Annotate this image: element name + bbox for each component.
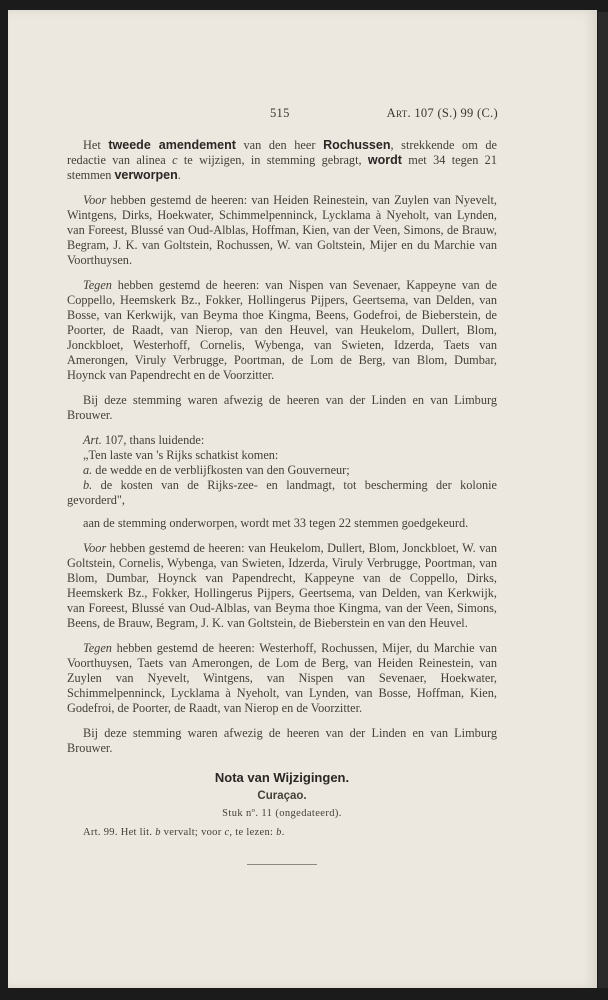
text-run: de kosten van de Rijks-zee- en landmagt, tot bescherming der kolonie gevorderd", — [67, 478, 497, 507]
text-run: 107, thans luidende: — [101, 433, 205, 447]
article-107-item-a — [67, 463, 497, 478]
paragraph-article-107-result: aan de stemming onderworpen, wordt met 33 tegen 22 stemmen goedgekeurd. — [83, 516, 469, 530]
paragraph-tegen-1 — [67, 278, 497, 383]
vote-names: hebben gestemd de heeren: van Heukelom, Dullert, Blom, Jonckbloet, W. van Goltstein, Cornelis, Wybenga, van Swieten, Idzerda, Viruly Verbrugge, Poortman, van Blom, Dumbar, Hoynck van Papendrecht, Kappeyne van de Coppello, Dirks, Heemskerk Bz., Fokker, Hollingerus Pijpers, Geertsema, van Delden, van Kerkwijk, van Foreest, Blussé van Oud-Alblas, van Beyma thoe Kingma, van der Veen, Simons, Beens, de Brauw, Begram, J. K. van Goltstein, de Bieberstein en van den Heuvel. — [67, 541, 497, 630]
vote-names: hebben gestemd de heeren: Westerhoff, Rochussen, Mijer, du Marchie van Voorthuysen, Taets van Amerongen, de Lom de Berg, van Heiden Reinestein, van Zuylen van Nyevelt, Wintgens, van Nispen van Sevenaer, Hoekwater, Schimmelpenninck, Lycklama à Nyeholt, van Lynden, van Bosse, Hoffman, Kien, Godefroi, de Poorter, de Raadt, van Nierop en de Voorzitter. — [67, 641, 497, 715]
paragraph-tegen-2 — [67, 641, 497, 716]
vote-label: Voor — [83, 541, 107, 555]
article-label: Art. — [83, 433, 102, 447]
document-page — [8, 10, 597, 988]
text-run: . — [281, 827, 285, 838]
text-run: Art. 99. Het lit. — [83, 827, 156, 838]
bold-term: tweede amendement — [108, 138, 236, 152]
article-99-note — [67, 825, 497, 840]
text-run: , strekkende om de redactie van alinea — [67, 138, 497, 167]
text-run: met 34 tegen 21 stemmen — [67, 153, 497, 182]
item-letter: a. — [83, 463, 93, 477]
bold-term: wordt — [367, 153, 402, 167]
section-divider — [247, 864, 317, 865]
text-run: vervalt; voor — [160, 827, 225, 838]
vote-label: Voor — [83, 193, 107, 207]
nota-stuk: Stuk nº. 11 (ongedateerd). — [222, 808, 342, 819]
vote-label: Tegen — [83, 278, 112, 292]
article-107-line: „Ten laste van 's Rijks schatkist komen: — [83, 448, 279, 462]
text-run: van den heer — [235, 138, 324, 152]
paragraph-afwezig-2: Bij deze stemming waren afwezig de heeren van der Linden en van Limburg Brouwer. — [67, 726, 497, 755]
vote-label: Tegen — [83, 641, 112, 655]
text-run: . — [177, 168, 181, 182]
text-run: te wijzigen, in stemming gebragt, — [177, 153, 368, 167]
text-run: de wedde en de verblijfkosten van den Gouverneur; — [92, 463, 350, 477]
vote-names: hebben gestemd de heeren: van Nispen van Sevenaer, Kappeyne van de Coppello, Heemskerk Bz., Fokker, Hollingerus Pijpers, Geertsema, van Delden, van Bosse, van Kerkwijk, van Beyma thoe Kingma, Beens, Godefroi, de Bieberstein, de Poorter, de Raadt, van Nierop, van den Heuvel, van Heukelom, Dullert, Blom, Jonckbloet, Westerhoff, Cornelis, Wybenga, van Swieten, Idzerda, Taets van Amerongen, Viruly Verbrugge, Poortman, de Lom de Berg, van Blom, Dumbar, Hoynck van Papendrecht en de Voorzitter. — [67, 278, 497, 382]
bold-name: Rochussen — [323, 138, 391, 152]
nota-title: Nota van Wijzigingen. — [214, 770, 350, 785]
article-107-block — [67, 433, 497, 508]
paragraph-afwezig-1: Bij deze stemming waren afwezig de heeren van der Linden en van Limburg Brouwer. — [67, 393, 497, 422]
italic-letter: c — [172, 153, 178, 167]
text-run: , te lezen: — [229, 827, 277, 838]
page-body — [67, 138, 497, 865]
page-number: 515 — [270, 106, 290, 120]
article-107-item-b — [67, 478, 497, 508]
nota-section — [67, 770, 497, 821]
text-run: Het — [83, 138, 109, 152]
item-letter: b — [276, 827, 282, 838]
article-107-intro — [67, 433, 497, 448]
nota-subtitle: Curaçao. — [257, 790, 307, 802]
paragraph-voor-2 — [67, 541, 497, 631]
page-edge — [598, 12, 608, 988]
item-letter: b. — [83, 478, 93, 492]
item-letter: c — [224, 827, 230, 838]
paragraph-voor-1 — [67, 193, 497, 268]
bold-term: verworpen — [114, 168, 178, 182]
paragraph-amendement — [67, 138, 497, 183]
vote-names: hebben gestemd de heeren: van Heiden Reinestein, van Zuylen van Nyevelt, Wintgens, Dirks, Hoekwater, Schimmelpenninck, Lycklama à Nyeholt, van Lynden, van Foreest, Blussé van Oud-Alblas, Hoffman, Kien, van der Veen, Simons, de Brauw, Begram, J. K. van Goltstein, Rochussen, W. van Goltstein, Mijer en du Marchie van Voorthuysen. — [67, 193, 497, 267]
running-head: Art. 107 (S.) 99 (C.) — [386, 106, 498, 120]
item-letter: b — [155, 827, 161, 838]
